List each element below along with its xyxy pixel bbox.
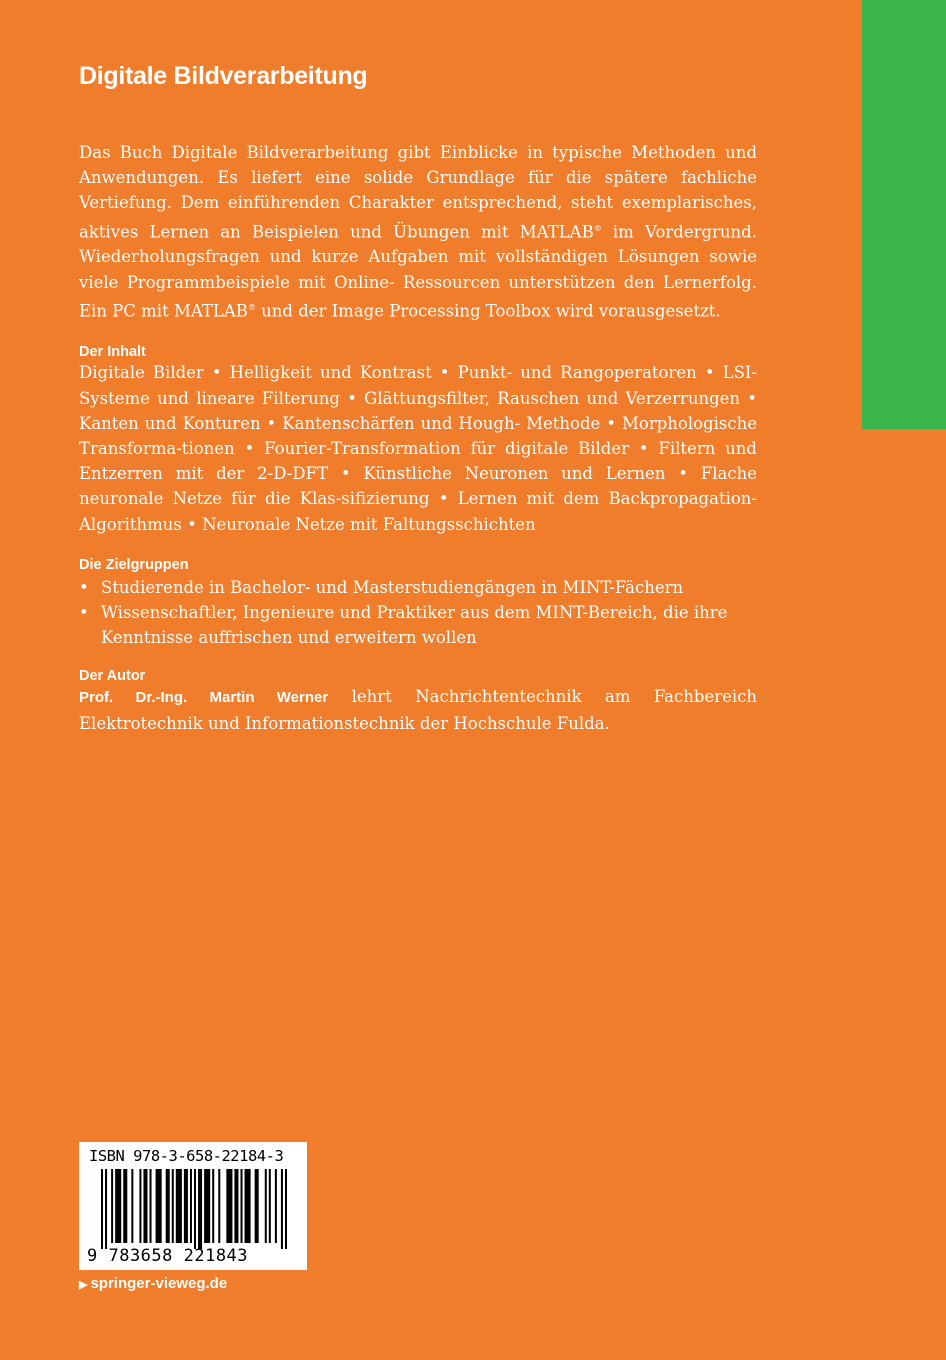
website-text: springer-vieweg.de	[90, 1275, 228, 1292]
barcode-bar	[269, 1169, 271, 1243]
barcode-bar	[139, 1169, 141, 1243]
description: Das Buch Digitale Bildverarbeitung gibt Einblicke in typische Methoden und Anwendungen. Es liefert eine solide Grundlage für die spätere fachliche Vertiefung. Dem einführenden Charakter entsprechend, steht exemplarisches, aktives Lernen an Beispielen und Übungen mit MATLAB® im Vordergrund. Wiederholungsfragen und kurze Aufgaben mit vollständigen Lösungen sowie viele Programmbeispiele mit Online- Ressourcen unterstützen den Lernerfolg. Ein PC mit MATLAB® und der Image Processing Toolbox wird vorausgesetzt.	[79, 143, 757, 321]
barcode-bar	[190, 1169, 192, 1243]
barcode-bar	[156, 1169, 162, 1243]
green-accent-tab	[862, 0, 946, 429]
barcode-bar	[275, 1169, 277, 1243]
autor-heading: Der Autor	[79, 668, 146, 685]
isbn-label: ISBN 978-3-658-22184-3	[89, 1147, 284, 1165]
barcode-bar	[150, 1169, 152, 1243]
author-name: Prof. Dr.-Ing. Martin Werner	[79, 689, 329, 707]
list-item: • Wissenschaftler, Ingenieure und Praktiker aus dem MINT-Bereich, die ihre Kenntnisse auffrischen und erweitern wollen	[79, 600, 757, 650]
barcode-bar	[204, 1169, 210, 1243]
barcode-bar	[115, 1169, 121, 1243]
inhalt-text: Digitale Bilder • Helligkeit und Kontrast • Punkt- und Rangoperatoren • LSI- Systeme und lineare Filterung • Glättungsfilter, Rauschen und Verzerrungen • Kanten und Konturen • Kantenschärfen und Hough- Methode • Morphologische Transforma-tionen • Fourier-Transformation für digitale Bilder • Filtern und Entzerren mit der 2-D-DFT • Künstliche Neuronen und Lernen • Flache neuronale Netze für die Klas-sifizierung • Lernen mit dem Backpropagation-Algorithmus • Neuronale Netze mit Faltungsschichten	[79, 363, 757, 534]
barcode-bar	[234, 1169, 238, 1243]
barcode-bar	[123, 1169, 127, 1243]
barcode-bar	[245, 1169, 251, 1243]
barcode-bar	[176, 1169, 182, 1243]
barcode-bar	[184, 1169, 188, 1243]
ean-digits: 9 783658 221843	[87, 1246, 249, 1266]
back-cover-text	[79, 140, 757, 736]
zielgruppen-list	[79, 575, 757, 651]
barcode-bar	[241, 1169, 243, 1243]
barcode-bar	[212, 1169, 214, 1243]
barcode-bar	[131, 1169, 133, 1243]
publisher-website[interactable]	[79, 1275, 227, 1292]
registered-mark: ®	[593, 223, 602, 233]
barcode-bar	[101, 1169, 103, 1249]
barcode-bar	[226, 1169, 232, 1243]
barcode-bar	[166, 1169, 170, 1243]
book-title: Digitale Bildverarbeitung	[79, 62, 368, 90]
autor-text	[79, 684, 757, 735]
barcode-bar	[198, 1169, 202, 1249]
barcode-bar	[111, 1169, 113, 1243]
zielgruppen-heading: Die Zielgruppen	[79, 556, 189, 573]
barcode-icon	[101, 1169, 287, 1249]
barcode-bar	[281, 1169, 283, 1249]
triangle-right-icon: ▶	[79, 1279, 88, 1291]
barcode-bar	[194, 1169, 196, 1249]
barcode-bar	[172, 1169, 174, 1243]
list-item: • Studierende in Bachelor- und Masterstudiengängen in MINT-Fächern	[79, 575, 757, 600]
author-bio: lehrt Nachrichtentechnik am Fachbereich Elektrotechnik und Informationstechnik der Hochschule Fulda.	[79, 687, 758, 733]
barcode-bar	[265, 1169, 267, 1243]
barcode-panel	[79, 1142, 307, 1270]
barcode-bar	[105, 1169, 107, 1249]
barcode-bar	[143, 1169, 147, 1243]
barcode-bar	[285, 1169, 287, 1249]
barcode-bar	[255, 1169, 259, 1243]
barcode-bar	[218, 1169, 220, 1243]
inhalt-heading: Der Inhalt	[79, 344, 146, 361]
registered-mark: ®	[247, 302, 256, 312]
